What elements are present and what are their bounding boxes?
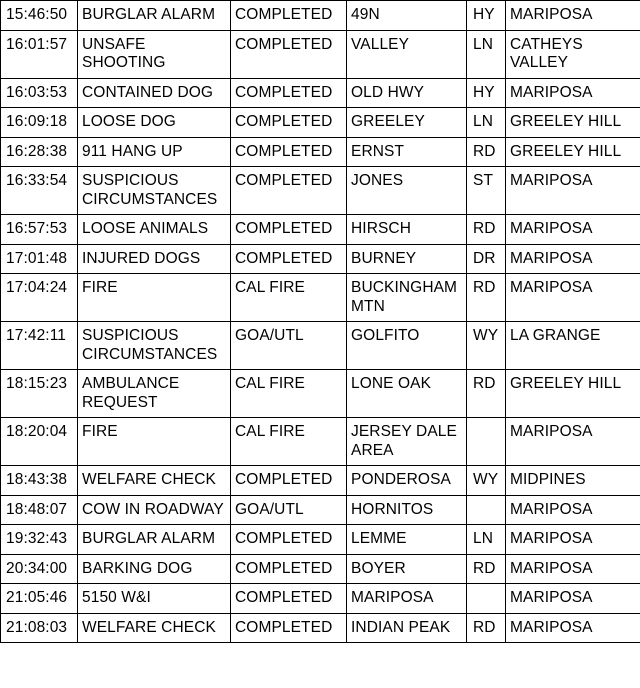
time-cell: 16:33:54 [1,167,78,215]
street-cell: JONES [347,167,467,215]
call-type-cell: SUSPICIOUS CIRCUMSTANCES [78,322,231,370]
status-cell: COMPLETED [231,108,347,138]
table-row [1,78,640,108]
time-cell: 18:48:07 [1,495,78,525]
city-cell: MARIPOSA [506,525,640,555]
city-cell: GREELEY HILL [506,108,640,138]
call-type-cell: BURGLAR ALARM [78,525,231,555]
street-cell: MARIPOSA [347,584,467,614]
city-cell: MARIPOSA [506,274,640,322]
table-row [1,418,640,466]
city-cell: LA GRANGE [506,322,640,370]
status-cell: CAL FIRE [231,370,347,418]
city-cell: MARIPOSA [506,215,640,245]
table-row [1,274,640,322]
street-cell: GREELEY [347,108,467,138]
table-row [1,370,640,418]
status-cell: CAL FIRE [231,418,347,466]
street-suffix-cell: LN [467,30,506,78]
street-suffix-cell: WY [467,466,506,496]
street-suffix-cell: LN [467,108,506,138]
call-type-cell: UNSAFE SHOOTING [78,30,231,78]
street-cell: GOLFITO [347,322,467,370]
table-row [1,525,640,555]
time-cell: 18:20:04 [1,418,78,466]
street-suffix-cell: RD [467,554,506,584]
call-type-cell: WELFARE CHECK [78,613,231,643]
street-suffix-cell: WY [467,322,506,370]
status-cell: COMPLETED [231,30,347,78]
time-cell: 18:15:23 [1,370,78,418]
street-cell: PONDEROSA [347,466,467,496]
street-suffix-cell: LN [467,525,506,555]
street-suffix-cell: RD [467,274,506,322]
time-cell: 17:42:11 [1,322,78,370]
street-suffix-cell: RD [467,137,506,167]
street-cell: INDIAN PEAK [347,613,467,643]
street-cell: HIRSCH [347,215,467,245]
call-type-cell: 911 HANG UP [78,137,231,167]
street-cell: LONE OAK [347,370,467,418]
table-row [1,322,640,370]
status-cell: COMPLETED [231,466,347,496]
street-cell: BURNEY [347,244,467,274]
table-row [1,30,640,78]
street-cell: OLD HWY [347,78,467,108]
call-type-cell: AMBULANCE REQUEST [78,370,231,418]
time-cell: 16:09:18 [1,108,78,138]
street-suffix-cell: RD [467,613,506,643]
call-type-cell: BARKING DOG [78,554,231,584]
street-cell: BUCKINGHAM MTN [347,274,467,322]
city-cell: MARIPOSA [506,554,640,584]
time-cell: 16:01:57 [1,30,78,78]
time-cell: 19:32:43 [1,525,78,555]
status-cell: GOA/UTL [231,495,347,525]
time-cell: 21:05:46 [1,584,78,614]
call-log-body [1,1,640,643]
status-cell: COMPLETED [231,1,347,31]
call-type-cell: FIRE [78,274,231,322]
status-cell: COMPLETED [231,78,347,108]
call-type-cell: BURGLAR ALARM [78,1,231,31]
street-suffix-cell: HY [467,1,506,31]
time-cell: 15:46:50 [1,1,78,31]
table-row [1,167,640,215]
table-row [1,495,640,525]
status-cell: COMPLETED [231,215,347,245]
table-row [1,215,640,245]
street-suffix-cell: ST [467,167,506,215]
table-row [1,554,640,584]
city-cell: MARIPOSA [506,418,640,466]
city-cell: MARIPOSA [506,244,640,274]
status-cell: COMPLETED [231,137,347,167]
time-cell: 17:01:48 [1,244,78,274]
street-cell: VALLEY [347,30,467,78]
street-suffix-cell [467,495,506,525]
street-suffix-cell [467,584,506,614]
status-cell: COMPLETED [231,525,347,555]
city-cell: MARIPOSA [506,167,640,215]
street-suffix-cell: HY [467,78,506,108]
time-cell: 16:28:38 [1,137,78,167]
status-cell: CAL FIRE [231,274,347,322]
city-cell: MIDPINES [506,466,640,496]
status-cell: GOA/UTL [231,322,347,370]
street-suffix-cell: RD [467,215,506,245]
city-cell: MARIPOSA [506,584,640,614]
city-cell: CATHEYS VALLEY [506,30,640,78]
table-row [1,466,640,496]
city-cell: MARIPOSA [506,78,640,108]
time-cell: 16:57:53 [1,215,78,245]
city-cell: MARIPOSA [506,613,640,643]
call-type-cell: LOOSE ANIMALS [78,215,231,245]
street-cell: LEMME [347,525,467,555]
time-cell: 20:34:00 [1,554,78,584]
street-cell: JERSEY DALE AREA [347,418,467,466]
street-suffix-cell: DR [467,244,506,274]
time-cell: 18:43:38 [1,466,78,496]
status-cell: COMPLETED [231,554,347,584]
city-cell: GREELEY HILL [506,137,640,167]
city-cell: MARIPOSA [506,495,640,525]
street-cell: ERNST [347,137,467,167]
status-cell: COMPLETED [231,613,347,643]
street-cell: HORNITOS [347,495,467,525]
street-suffix-cell [467,418,506,466]
table-row [1,108,640,138]
status-cell: COMPLETED [231,167,347,215]
table-row [1,584,640,614]
call-type-cell: FIRE [78,418,231,466]
city-cell: MARIPOSA [506,1,640,31]
table-row [1,137,640,167]
call-type-cell: INJURED DOGS [78,244,231,274]
status-cell: COMPLETED [231,584,347,614]
time-cell: 21:08:03 [1,613,78,643]
call-type-cell: COW IN ROADWAY [78,495,231,525]
table-row [1,244,640,274]
table-row [1,1,640,31]
call-type-cell: CONTAINED DOG [78,78,231,108]
call-type-cell: WELFARE CHECK [78,466,231,496]
city-cell: GREELEY HILL [506,370,640,418]
call-type-cell: LOOSE DOG [78,108,231,138]
call-type-cell: SUSPICIOUS CIRCUMSTANCES [78,167,231,215]
status-cell: COMPLETED [231,244,347,274]
street-cell: 49N [347,1,467,31]
time-cell: 16:03:53 [1,78,78,108]
time-cell: 17:04:24 [1,274,78,322]
street-suffix-cell: RD [467,370,506,418]
street-cell: BOYER [347,554,467,584]
table-row [1,613,640,643]
call-type-cell: 5150 W&I [78,584,231,614]
